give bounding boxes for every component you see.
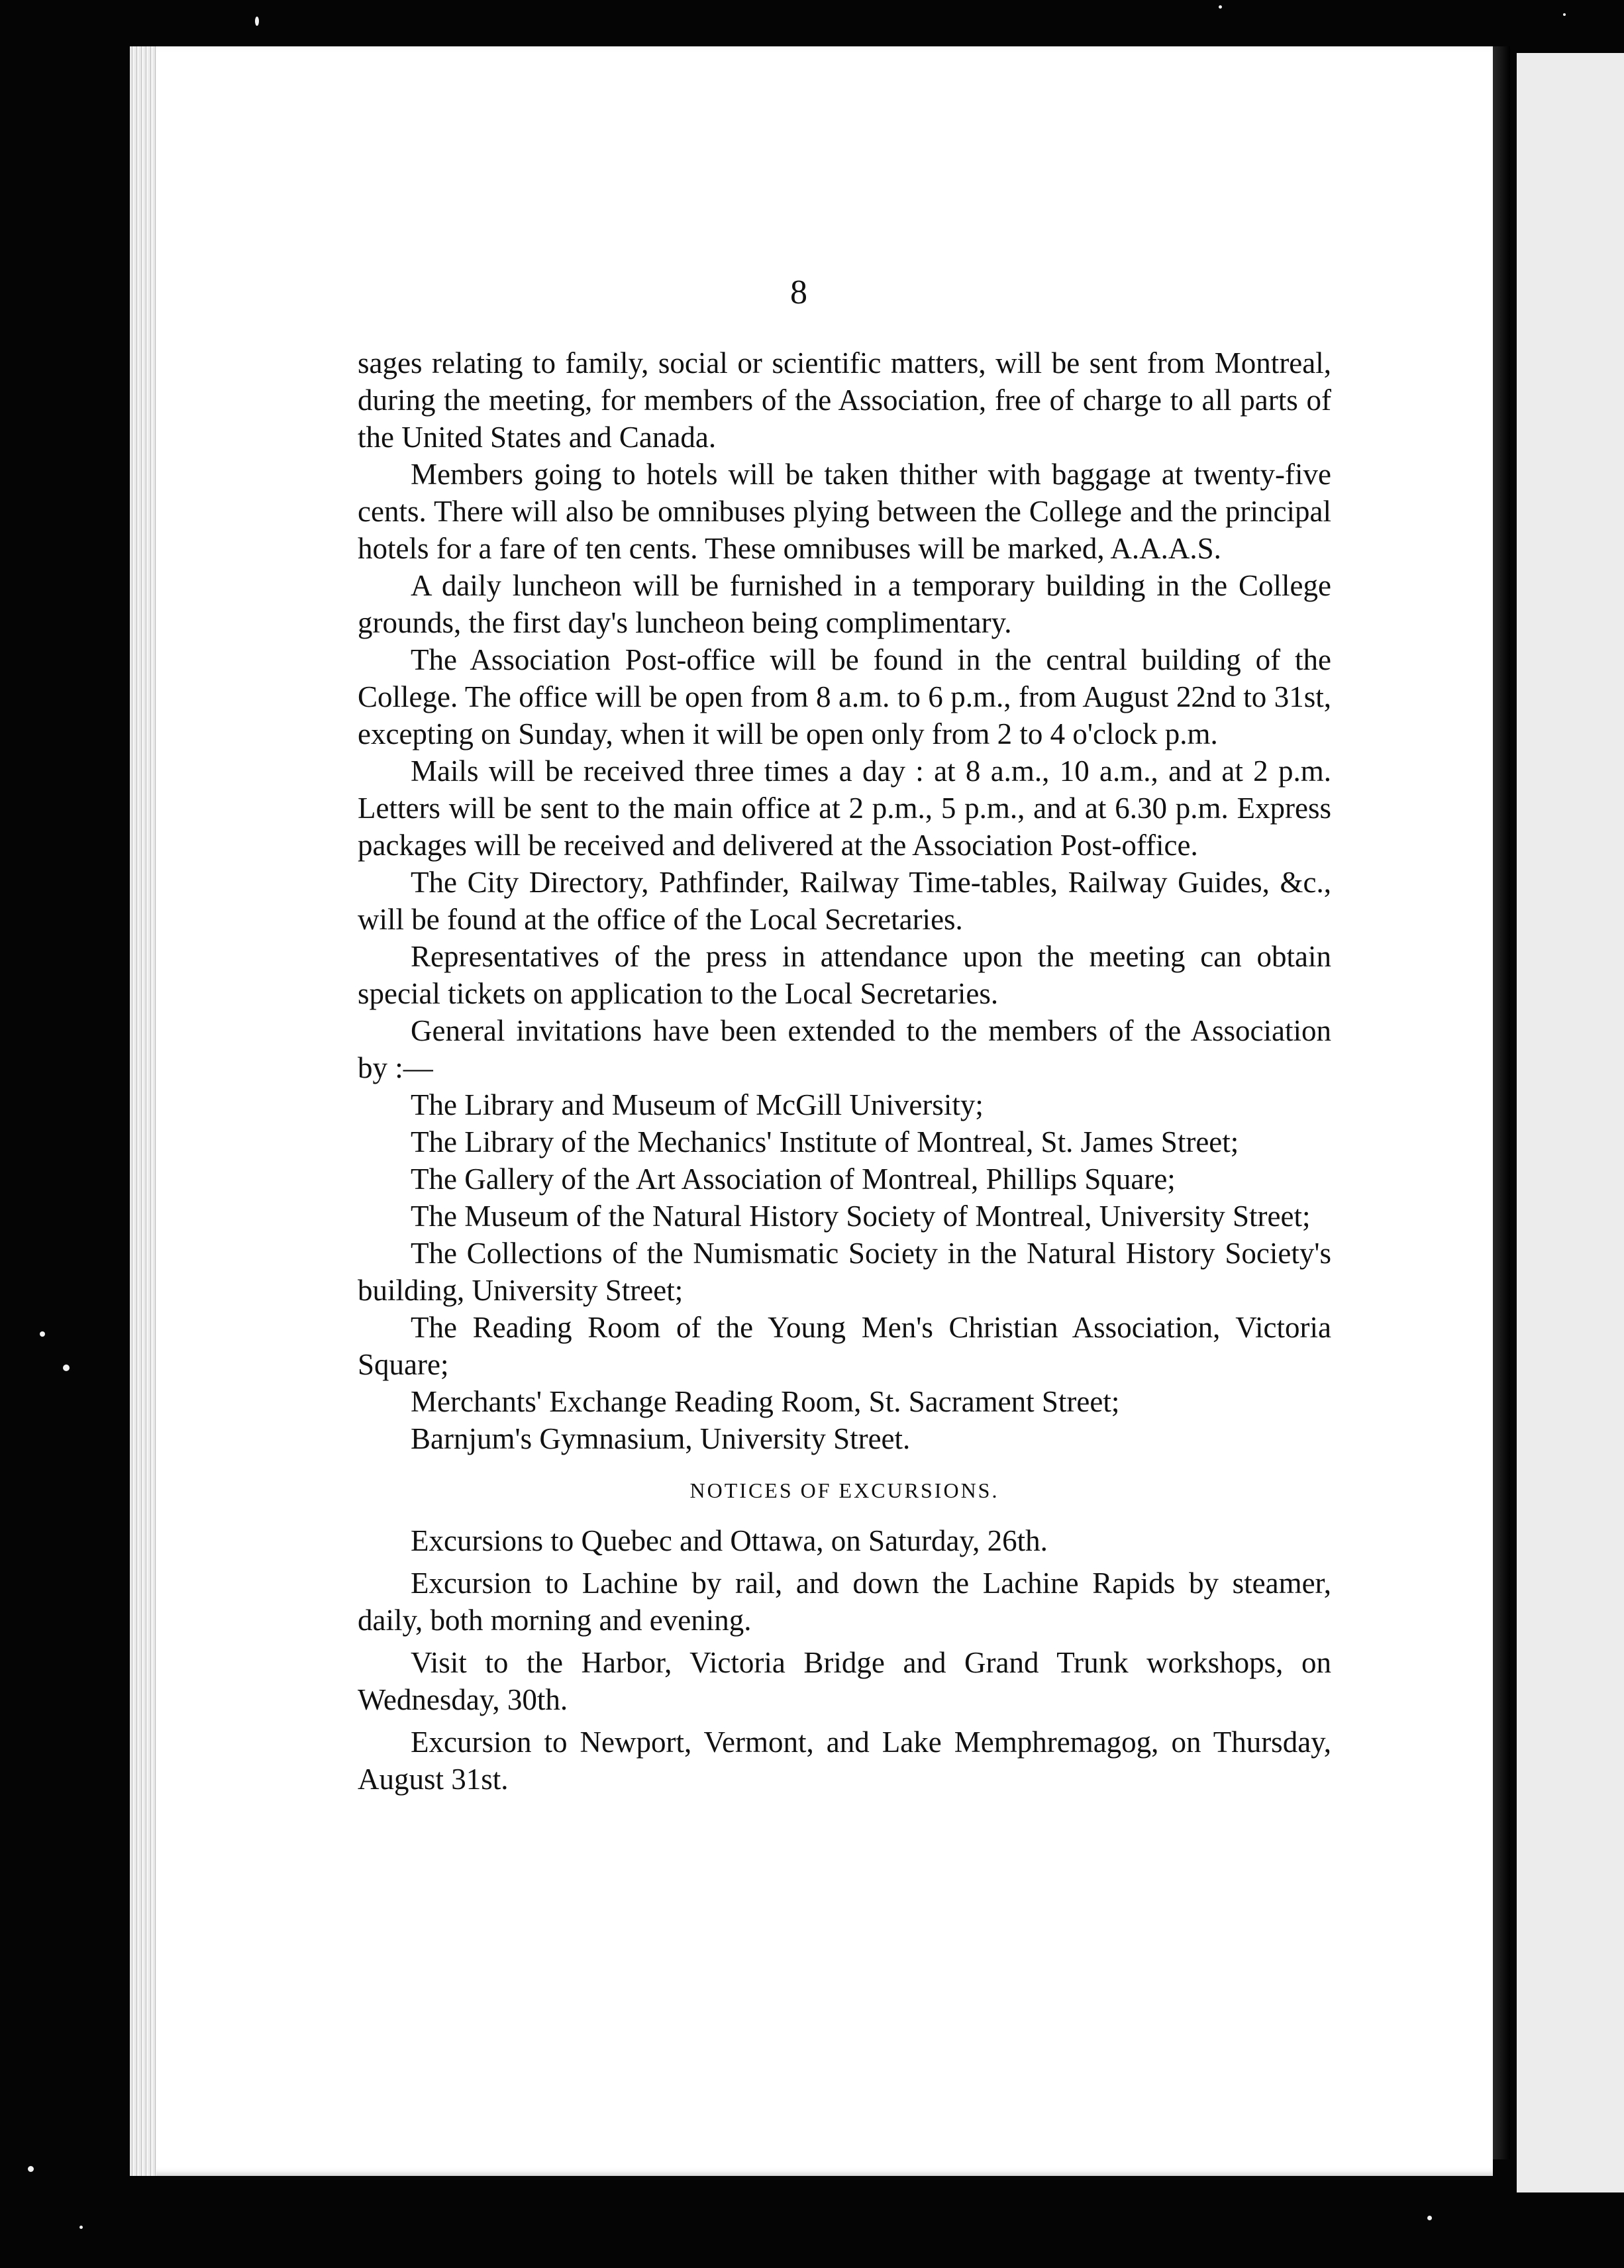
invitation-item: The Museum of the Natural History Society of Montreal, University Street; <box>411 1200 1311 1233</box>
dust-speck <box>28 2166 34 2172</box>
excursion-item: Visit to the Harbor, Victoria Bridge and Grand Trunk workshops, on Wednesday, 30th. <box>358 1646 1331 1716</box>
page-stack-edge <box>130 46 156 2176</box>
section-heading: NOTICES OF EXCURSIONS. <box>689 1478 999 1502</box>
adjacent-page-edge <box>1517 53 1624 2192</box>
paragraph-hotels: Members going to hotels will be taken thither with baggage at twenty-five cents. There will also be omnibuses plying between the College and the principal hotels for a fare of ten cents. These omnibuses will be marked, A.A.A.S. <box>358 458 1331 565</box>
invitation-item: The Gallery of the Art Association of Montreal, Phillips Square; <box>411 1162 1176 1196</box>
paragraph-directory: The City Directory, Pathfinder, Railway Time-tables, Railway Guides, &c., will be found at the office of the Local Secretaries. <box>358 866 1331 936</box>
excursion-list <box>358 1522 1331 1798</box>
invitation-list <box>358 1086 1331 1457</box>
paragraph-press: Representatives of the press in attendance upon the meeting can obtain special tickets on application to the Local Secretaries. <box>358 940 1331 1010</box>
invitation-item: The Reading Room of the Young Men's Christian Association, Victoria Square; <box>358 1311 1331 1381</box>
dust-speck <box>40 1331 45 1337</box>
paragraph-invitations-intro: General invitations have been extended to the members of the Association by :— <box>358 1014 1331 1084</box>
excursion-item: Excursion to Newport, Vermont, and Lake Memphremagog, on Thursday, August 31st. <box>358 1726 1331 1796</box>
invitation-item: Merchants' Exchange Reading Room, St. Sacrament Street; <box>411 1385 1120 1418</box>
excursion-item: Excursions to Quebec and Ottawa, on Saturday, 26th. <box>411 1524 1048 1557</box>
dust-speck <box>1219 5 1222 9</box>
paragraph-luncheon: A daily luncheon will be furnished in a temporary building in the College grounds, the first day's luncheon being complimentary. <box>358 569 1331 639</box>
dust-speck <box>63 1365 70 1371</box>
dust-speck <box>255 17 259 26</box>
dust-speck <box>1563 13 1566 16</box>
excursion-item: Excursion to Lachine by rail, and down the Lachine Rapids by steamer, daily, both morning and evening. <box>358 1567 1331 1637</box>
dust-speck <box>79 2226 83 2229</box>
invitation-item: The Collections of the Numismatic Society in the Natural History Society's building, University Street; <box>358 1237 1331 1307</box>
paragraph-telegrams: sages relating to family, social or scientific matters, will be sent from Montreal, during the meeting, for members of the Association, free of charge to all parts of the United States and Canada. <box>358 346 1331 454</box>
invitation-item: The Library of the Mechanics' Institute of Montreal, St. James Street; <box>411 1125 1239 1159</box>
page-number: 8 <box>790 274 807 311</box>
paragraph-mails: Mails will be received three times a day : at 8 a.m., 10 a.m., and at 2 p.m. Letters will be sent to the main office at 2 p.m., 5 p.m., and at 6.30 p.m. Express packages will be received and delivered at the Association Post-office. <box>358 754 1331 862</box>
invitation-item: Barnjum's Gymnasium, University Street. <box>411 1422 911 1455</box>
paragraph-post-office: The Association Post-office will be found in the central building of the College. The office will be open from 8 a.m. to 6 p.m., from August 22nd to 31st, excepting on Sunday, when it will be open only from 2 to 4 o'clock p.m. <box>358 643 1331 750</box>
invitation-item: The Library and Museum of McGill University; <box>411 1088 984 1121</box>
dust-speck <box>1427 2216 1432 2220</box>
page-text <box>358 344 1331 1803</box>
